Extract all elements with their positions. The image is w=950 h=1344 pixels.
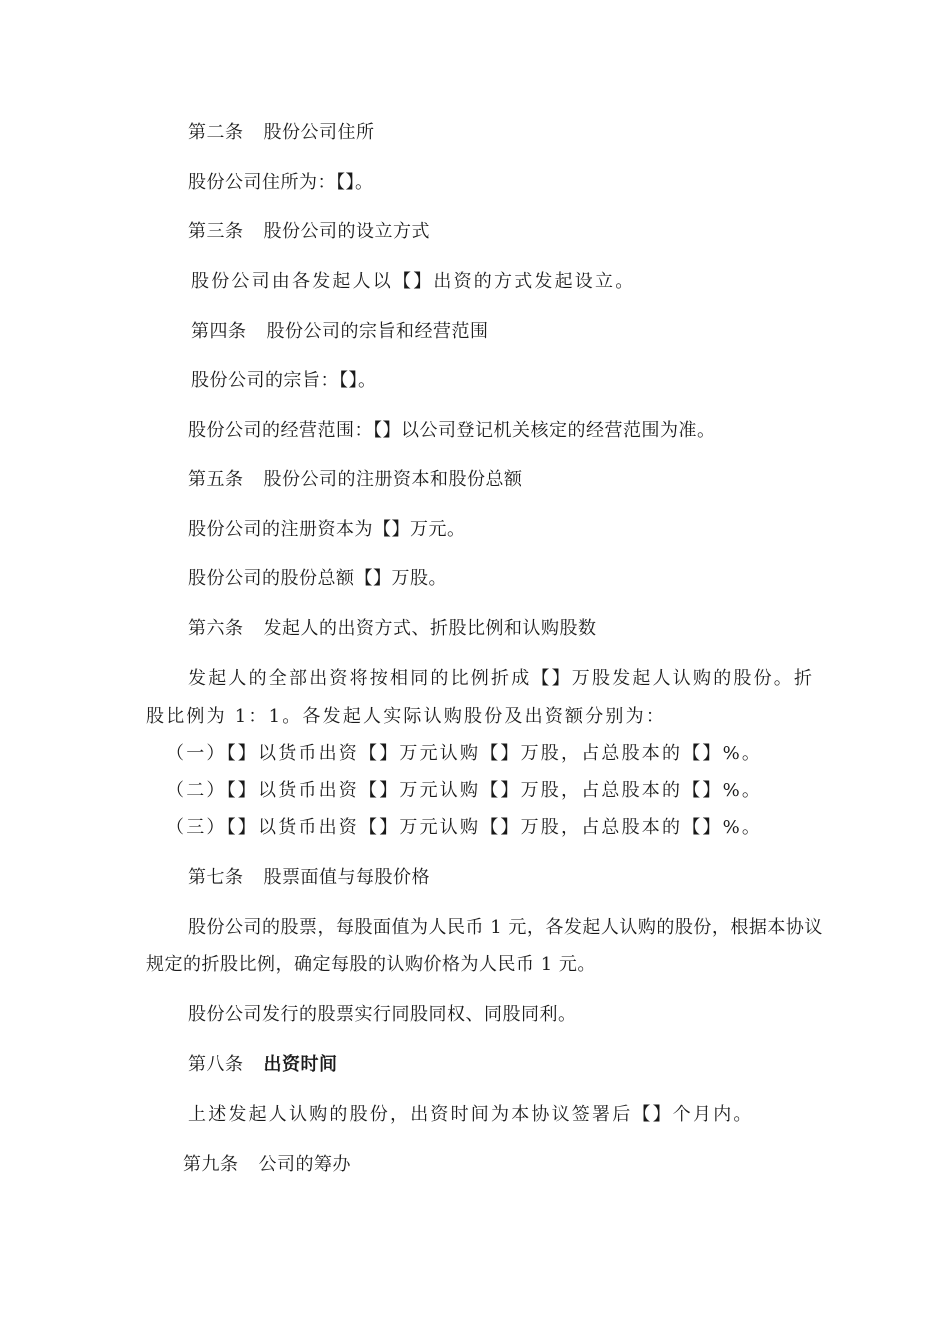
paragraph: 股份公司的注册资本为【】万元。 — [188, 519, 466, 540]
article-4-heading — [191, 320, 489, 344]
list-item: （三）【】以货币出资【】万元认购【】万股，占总股本的【】%。 — [166, 817, 763, 838]
list-item: （一）【】以货币出资【】万元认购【】万股，占总股本的【】%。 — [166, 743, 763, 764]
paragraph: 股份公司的宗旨：【】。 — [191, 370, 377, 391]
article-2-heading — [188, 121, 375, 145]
article-3-heading — [188, 220, 430, 244]
article-number: 第九条 — [183, 1154, 239, 1175]
article-number: 第六条 — [188, 618, 244, 639]
article-title: 公司的筹办 — [258, 1154, 351, 1175]
article-number: 第二条 — [188, 122, 244, 143]
article-title: 股份公司的宗旨和经营范围 — [266, 321, 489, 342]
article-title: 股份公司住所 — [263, 122, 375, 143]
article-title: 股份公司的设立方式 — [263, 221, 430, 242]
paragraph: 股份公司的经营范围：【】以公司登记机关核定的经营范围为准。 — [188, 420, 716, 441]
paragraph: 股份公司的股份总额【】万股。 — [188, 568, 447, 589]
paragraph: 股份公司住所为：【】。 — [188, 172, 374, 193]
article-number: 第四条 — [191, 321, 247, 342]
list-item: （二）【】以货币出资【】万元认购【】万股，占总股本的【】%。 — [166, 780, 763, 801]
article-number: 第八条 — [188, 1054, 244, 1075]
article-title: 出资时间 — [263, 1054, 338, 1075]
paragraph: 股份公司的股票，每股面值为人民币 1 元，各发起人认购的股份，根据本协议 — [188, 917, 823, 938]
paragraph: 股份公司由各发起人以【】出资的方式发起设立。 — [191, 271, 636, 292]
article-7-heading — [188, 866, 430, 890]
article-5-heading — [188, 468, 523, 492]
article-number: 第三条 — [188, 221, 244, 242]
article-number: 第七条 — [188, 867, 244, 888]
paragraph: 股比例为 1：1。各发起人实际认购股份及出资额分别为： — [146, 706, 667, 727]
paragraph: 发起人的全部出资将按相同的比例折成【】万股发起人认购的股份。折 — [188, 668, 815, 689]
article-title: 股票面值与每股价格 — [263, 867, 430, 888]
article-6-heading — [188, 617, 597, 641]
paragraph: 规定的折股比例，确定每股的认购价格为人民币 1 元。 — [146, 954, 596, 975]
paragraph: 上述发起人认购的股份，出资时间为本协议签署后【】个月内。 — [188, 1104, 754, 1125]
article-number: 第五条 — [188, 469, 244, 490]
paragraph: 股份公司发行的股票实行同股同权、同股同利。 — [188, 1004, 577, 1025]
article-8-heading — [188, 1053, 338, 1077]
article-9-heading — [183, 1153, 351, 1177]
article-title: 发起人的出资方式、折股比例和认购股数 — [263, 618, 597, 639]
article-title: 股份公司的注册资本和股份总额 — [263, 469, 523, 490]
